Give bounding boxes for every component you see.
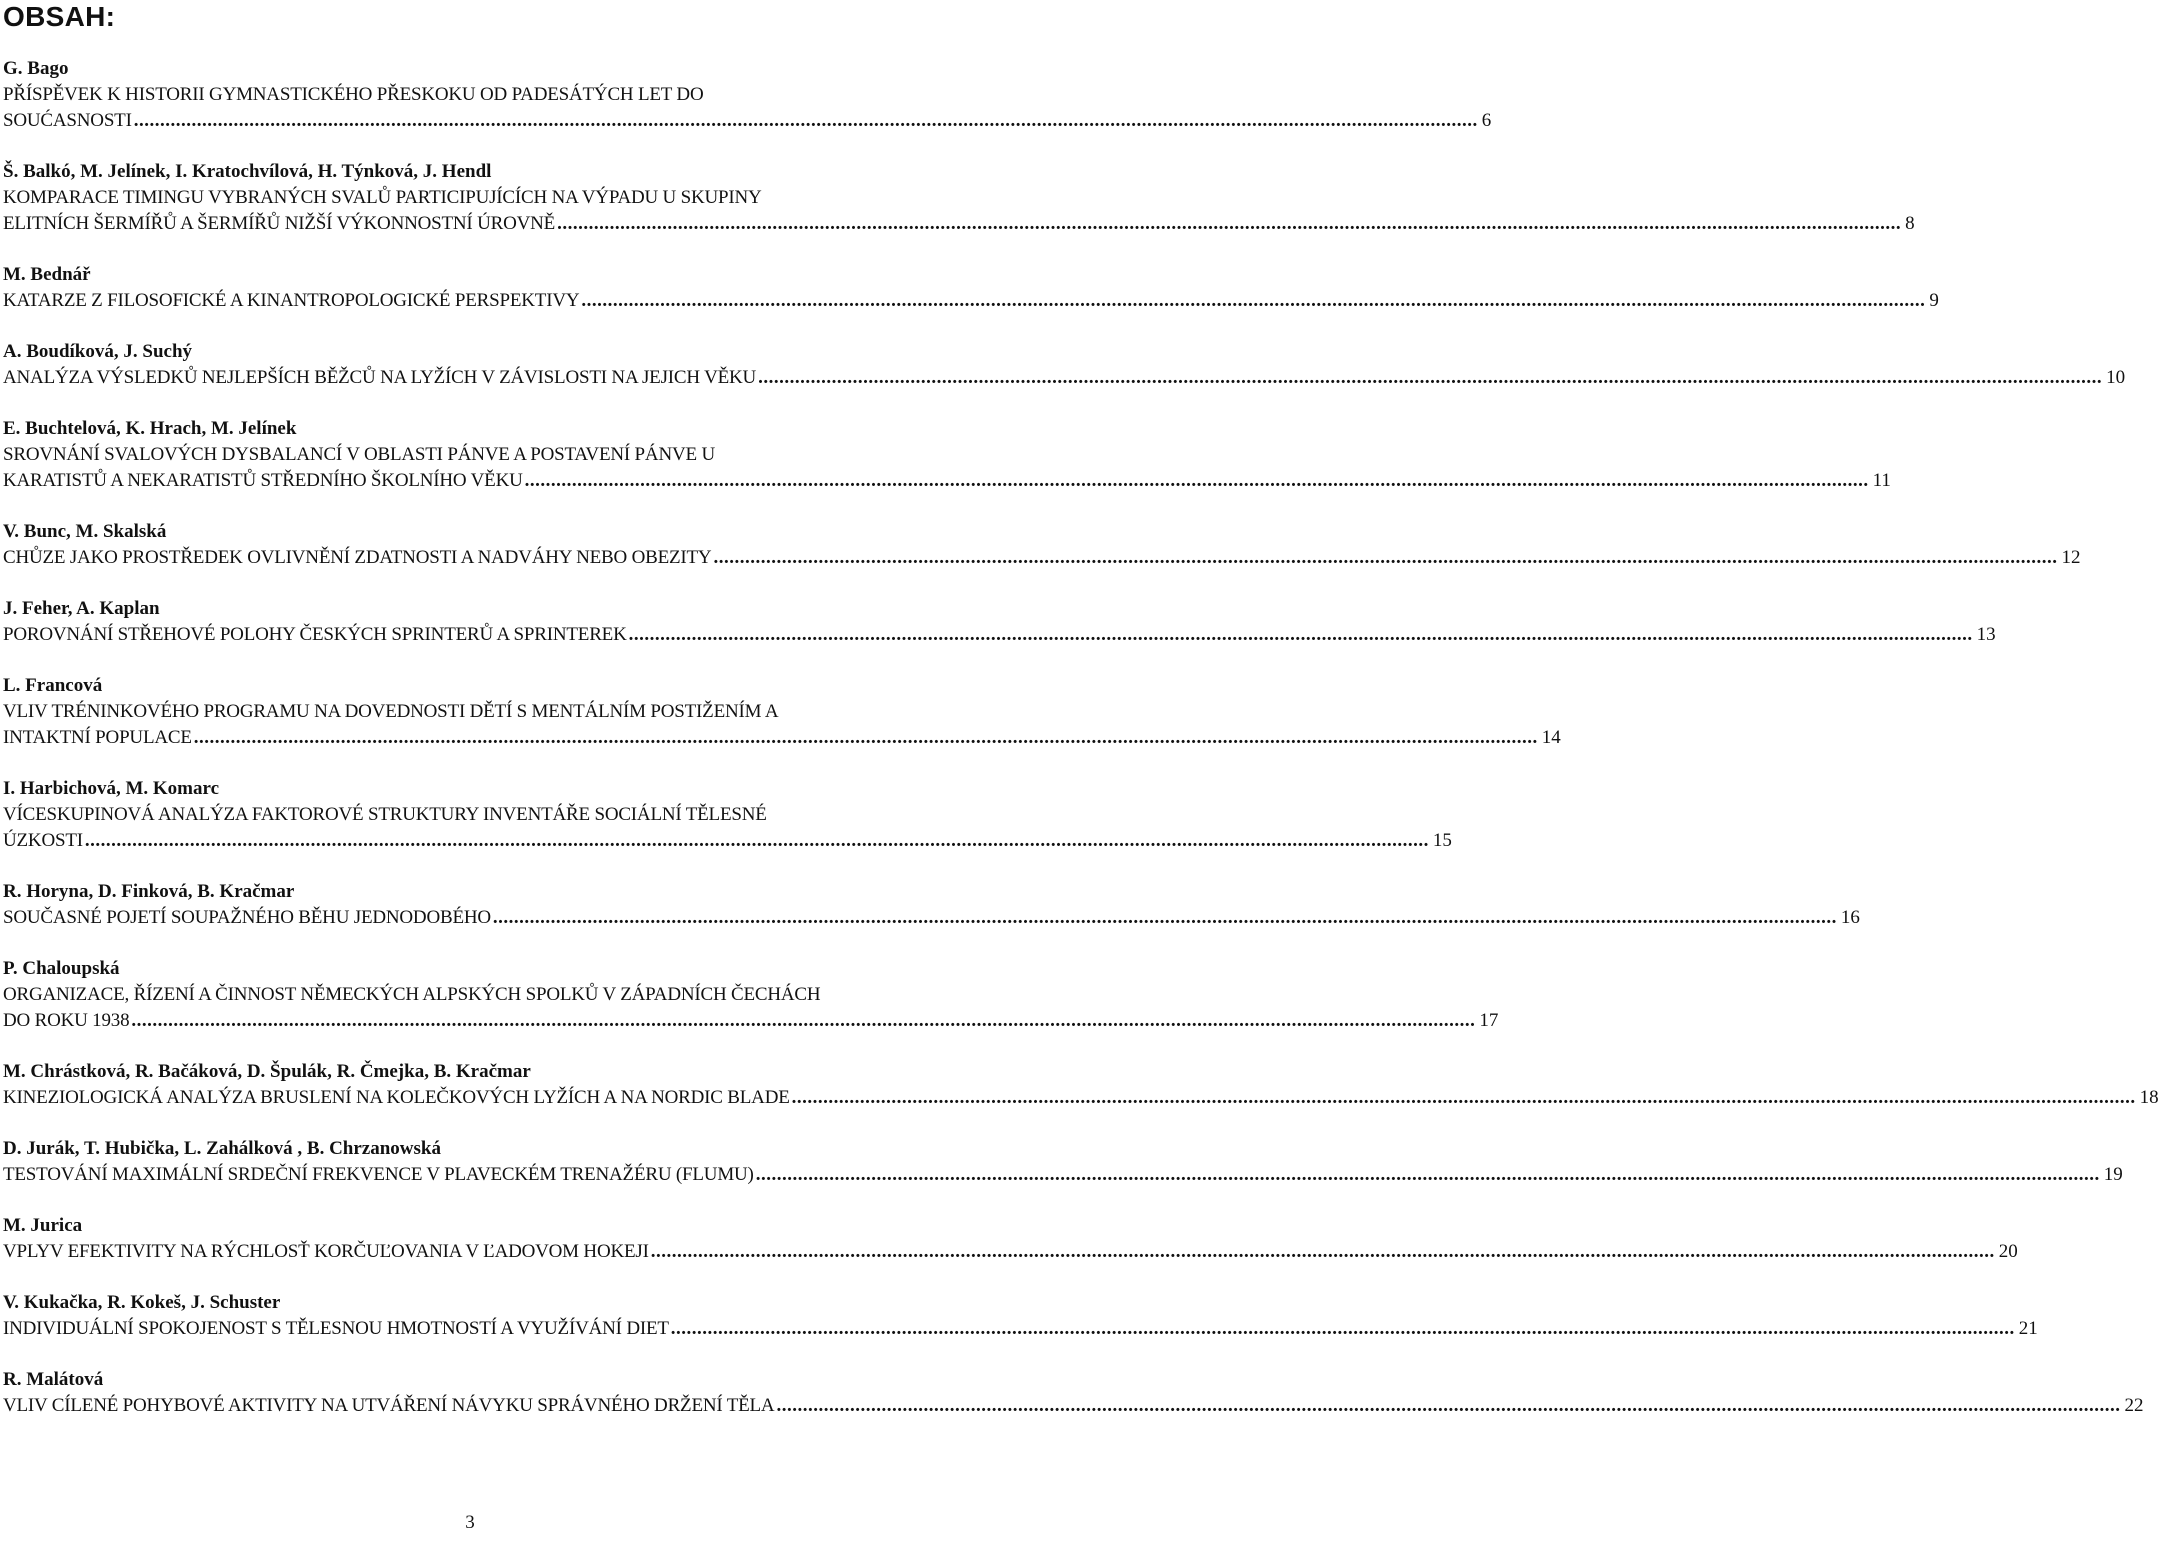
toc-entry-title-line: ELITNÍCH ŠERMÍŘŮ A ŠERMÍŘŮ NIŽŠÍ VÝKONNOSTNÍ ÚROVNĚ <box>3 213 556 234</box>
toc-entry-title-line: CHŮZE JAKO PROSTŘEDEK OVLIVNĚNÍ ZDATNOSTI A NADVÁHY NEBO OBEZITY <box>3 547 712 568</box>
dot-leader <box>129 1008 1477 1034</box>
toc-entry-authors: M. Chrástková, R. Bačáková, D. Špulák, R. Čmejka, B. Kračmar <box>3 1061 531 1082</box>
toc-entry-title-line: VPLYV EFEKTIVITY NA RÝCHLOSŤ KORČUĽOVANIA V ĽADOVOM HOKEJI <box>3 1241 649 1262</box>
toc-entry-page-number: 11 <box>1872 470 1891 491</box>
page-title: OBSAH: <box>3 1 116 32</box>
toc-entry-title-line: TESTOVÁNÍ MAXIMÁLNÍ SRDEČNÍ FREKVENCE V PLAVECKÉM TRENAŽÉRU (FLUMU) <box>3 1164 754 1185</box>
toc-entry-title-line: SOUĆASNOSTI <box>3 110 132 131</box>
toc-entry-authors: V. Bunc, M. Skalská <box>3 521 167 542</box>
page-number: 3 <box>465 1512 475 1533</box>
toc-entry-title-line: KATARZE Z FILOSOFICKÉ A KINANTROPOLOGICKÉ PERSPEKTIVY <box>3 290 580 311</box>
toc-entry-title-row <box>3 1239 2018 1265</box>
toc-entry <box>3 1367 2144 1419</box>
toc-entry-title-line: KOMPARACE TIMINGU VYBRANÝCH SVALŮ PARTICIPUJÍCÍCH NA VÝPADU U SKUPINY <box>3 187 762 208</box>
toc-entry <box>3 519 2081 571</box>
dot-leader <box>669 1316 2017 1342</box>
toc-entry-title-row <box>3 622 1996 648</box>
toc-entry <box>3 262 1939 314</box>
toc-entry <box>3 1136 2123 1188</box>
toc-entry-title-line: VLIV TRÉNINKOVÉHO PROGRAMU NA DOVEDNOSTI DĚTÍ S MENTÁLNÍM POSTIŽENÍM A <box>3 701 779 722</box>
document-page <box>3 0 2159 1444</box>
toc-entry-title-row <box>3 1393 2144 1419</box>
toc-entry-title-line: DO ROKU 1938 <box>3 1010 130 1031</box>
toc-entry-page-number: 15 <box>1432 830 1452 851</box>
toc-entry <box>3 339 2126 391</box>
toc-entry-title-line: KARATISTŮ A NEKARATISTŮ STŘEDNÍHO ŠKOLNÍHO VĚKU <box>3 470 523 491</box>
dot-leader <box>649 1239 1997 1265</box>
toc-entry-title-line: SROVNÁNÍ SVALOVÝCH DYSBALANCÍ V OBLASTI PÁNVE A POSTAVENÍ PÁNVE U <box>3 444 715 465</box>
toc-entry-authors: P. Chaloupská <box>3 958 120 979</box>
dot-leader <box>523 468 1871 494</box>
dot-leader <box>132 108 1480 134</box>
toc-entry <box>3 159 1915 237</box>
toc-entry-page-number: 22 <box>2124 1395 2144 1416</box>
toc-entry-title-line: SOUČASNÉ POJETÍ SOUPAŽNÉHO BĚHU JEDNODOBÉHO <box>3 907 491 928</box>
toc-entry-title-row <box>3 108 1492 134</box>
toc-entry-page-number: 10 <box>2106 367 2126 388</box>
toc-entry <box>3 1290 2038 1342</box>
toc-entry-title-line: ÚZKOSTI <box>3 830 83 851</box>
dot-leader <box>711 545 2059 571</box>
toc-entry-authors: A. Boudíková, J. Suchý <box>3 341 193 362</box>
toc-entry-page-number: 8 <box>1905 213 1915 234</box>
toc-entry-page-number: 18 <box>2139 1087 2159 1108</box>
toc-entry-page-number: 14 <box>1541 727 1561 748</box>
dot-leader <box>83 828 1431 854</box>
toc-entry <box>3 879 1860 931</box>
toc-entry-authors: V. Kukačka, R. Kokeš, J. Schuster <box>3 1292 281 1313</box>
toc-entry-title-line: POROVNÁNÍ STŘEHOVÉ POLOHY ČESKÝCH SPRINTERŮ A SPRINTEREK <box>3 624 627 645</box>
toc-entry-authors: Š. Balkó, M. Jelínek, I. Kratochvílová, H. Týnková, J. Hendl <box>3 161 492 182</box>
dot-leader <box>192 725 1540 751</box>
toc-entry-page-number: 12 <box>2061 547 2081 568</box>
toc-entry-authors: I. Harbichová, M. Komarc <box>3 778 220 799</box>
dot-leader <box>491 905 1839 931</box>
toc-entry-authors: J. Feher, A. Kaplan <box>3 598 160 619</box>
toc-entry <box>3 1059 2159 1111</box>
toc-entry <box>3 416 1891 494</box>
toc-entry-title-row <box>3 1085 2159 1111</box>
dot-leader <box>790 1085 2138 1111</box>
toc-entry-page-number: 21 <box>2018 1318 2038 1339</box>
toc-entry-authors: L. Francová <box>3 675 103 696</box>
toc-entry-authors: G. Bago <box>3 58 69 79</box>
toc-entry <box>3 673 1561 751</box>
toc-entry-title-line: ANALÝZA VÝSLEDKŮ NEJLEPŠÍCH BĚŽCŮ NA LYŽÍCH V ZÁVISLOSTI NA JEJICH VĚKU <box>3 367 757 388</box>
toc-entry-title-line: INTAKTNÍ POPULACE <box>3 727 192 748</box>
dot-leader <box>627 622 1975 648</box>
toc-entry <box>3 596 1996 648</box>
toc-entry-title-row <box>3 1162 2123 1188</box>
toc-entry-authors: D. Jurák, T. Hubička, L. Zahálková , B. Chrzanowská <box>3 1138 441 1159</box>
toc-entry-title-row <box>3 545 2081 571</box>
toc-entry-title-row <box>3 211 1915 237</box>
toc-entry-title-row <box>3 725 1561 751</box>
toc-entry-title-row <box>3 365 2126 391</box>
toc-entry <box>3 776 1452 854</box>
toc-entries <box>3 56 2159 1419</box>
toc-entry-page-number: 16 <box>1840 907 1860 928</box>
toc-entry-title-row <box>3 1316 2038 1342</box>
dot-leader <box>774 1393 2122 1419</box>
toc-entry-authors: M. Jurica <box>3 1215 83 1236</box>
toc-entry-title-line: INDIVIDUÁLNÍ SPOKOJENOST S TĚLESNOU HMOTNOSTÍ A VYUŽÍVÁNÍ DIET <box>3 1318 669 1339</box>
toc-entry-page-number: 9 <box>1929 290 1939 311</box>
toc-entry-title-line: VLIV CÍLENÉ POHYBOVÉ AKTIVITY NA UTVÁŘENÍ NÁVYKU SPRÁVNÉHO DRŽENÍ TĚLA <box>3 1395 775 1416</box>
toc-entry-title-row <box>3 468 1891 494</box>
dot-leader <box>756 365 2104 391</box>
dot-leader <box>555 211 1903 237</box>
toc-entry <box>3 56 1492 134</box>
toc-entry-title-row <box>3 1008 1499 1034</box>
toc-entry <box>3 1213 2018 1265</box>
toc-entry-title-row <box>3 905 1860 931</box>
toc-entry-page-number: 19 <box>2103 1164 2123 1185</box>
toc-entry <box>3 956 1499 1034</box>
dot-leader <box>754 1162 2102 1188</box>
toc-entry-page-number: 13 <box>1976 624 1996 645</box>
toc-entry-title-line: VÍCESKUPINOVÁ ANALÝZA FAKTOROVÉ STRUKTURY INVENTÁŘE SOCIÁLNÍ TĚLESNÉ <box>3 804 767 825</box>
toc-entry-title-row <box>3 828 1452 854</box>
toc-entry-title-line: ORGANIZACE, ŘÍZENÍ A ČINNOST NĚMECKÝCH ALPSKÝCH SPOLKŮ V ZÁPADNÍCH ČECHÁCH <box>3 984 821 1005</box>
toc-entry-authors: E. Buchtelová, K. Hrach, M. Jelínek <box>3 418 297 439</box>
toc-entry-title-line: KINEZIOLOGICKÁ ANALÝZA BRUSLENÍ NA KOLEČKOVÝCH LYŽÍCH A NA NORDIC BLADE <box>3 1087 790 1108</box>
toc-entry-authors: R. Malátová <box>3 1369 104 1390</box>
toc-entry-title-row <box>3 288 1939 314</box>
toc-entry-title-line: PŘÍSPĚVEK K HISTORII GYMNASTICKÉHO PŘESKOKU OD PADESÁTÝCH LET DO <box>3 84 704 105</box>
dot-leader <box>579 288 1927 314</box>
toc-entry-page-number: 17 <box>1479 1010 1499 1031</box>
toc-entry-page-number: 6 <box>1481 110 1492 131</box>
toc-entry-authors: M. Bednář <box>3 264 91 285</box>
toc-entry-authors: R. Horyna, D. Finková, B. Kračmar <box>3 881 295 902</box>
toc-entry-page-number: 20 <box>1998 1241 2018 1262</box>
